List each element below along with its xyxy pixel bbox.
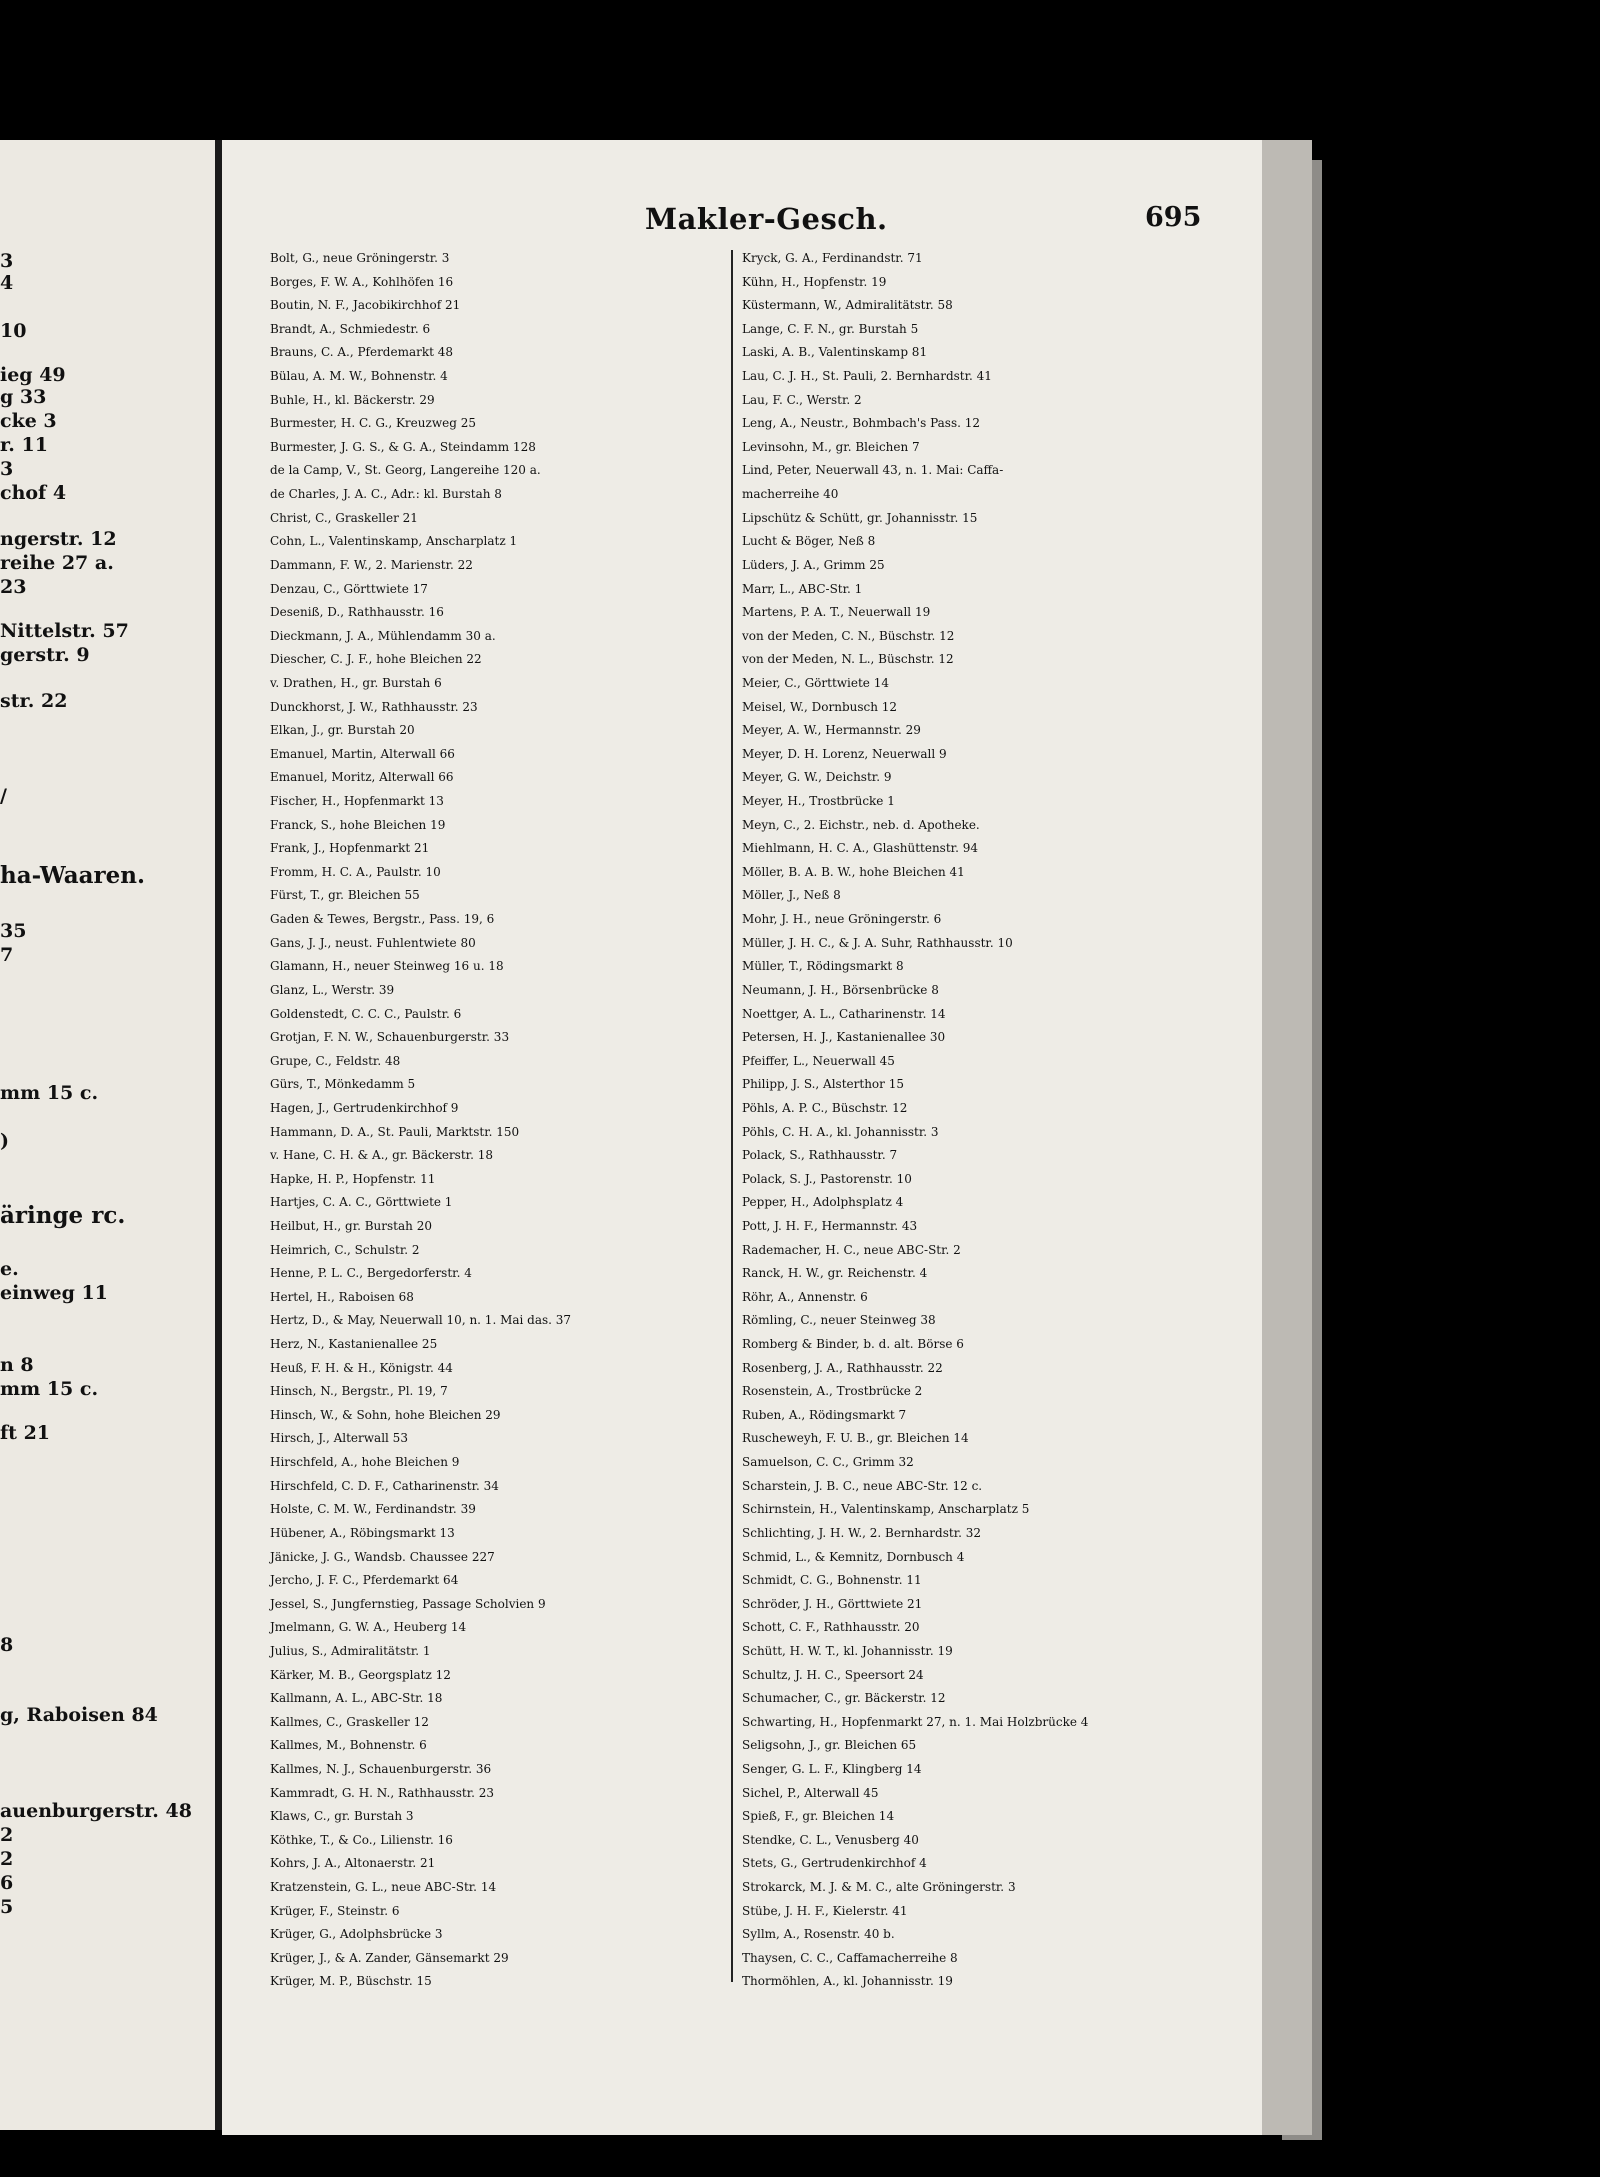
directory-entry: Dieckmann, J. A., Mühlendamm 30 a. xyxy=(270,628,496,643)
left-fragment-text: äringe rc. xyxy=(0,1202,126,1229)
left-fragment-text: 4 xyxy=(0,272,14,294)
left-fragment-text: / xyxy=(0,785,7,807)
directory-entry: Ranck, H. W., gr. Reichenstr. 4 xyxy=(742,1266,928,1281)
directory-entry: Jänicke, J. G., Wandsb. Chaussee 227 xyxy=(270,1549,495,1564)
directory-entry: Stets, G., Gertrudenkirchhof 4 xyxy=(742,1856,927,1871)
directory-entry: Diescher, C. J. F., hohe Bleichen 22 xyxy=(270,652,482,667)
left-fragment-text: r. 11 xyxy=(0,434,48,456)
directory-entry: Buhle, H., kl. Bäckerstr. 29 xyxy=(270,392,435,407)
directory-entry: Pöhls, A. P. C., Büschstr. 12 xyxy=(742,1100,908,1115)
directory-entry: Samuelson, C. C., Grimm 32 xyxy=(742,1455,914,1470)
directory-entry: Leng, A., Neustr., Bohmbach's Pass. 12 xyxy=(742,416,981,431)
left-fragment-text: 8 xyxy=(0,1634,14,1656)
directory-entry: Müller, J. H. C., & J. A. Suhr, Rathhausstr. 10 xyxy=(742,935,1013,950)
directory-entry: Hartjes, C. A. C., Görttwiete 1 xyxy=(270,1195,453,1210)
directory-entry: Brauns, C. A., Pferdemarkt 48 xyxy=(270,345,454,360)
left-fragment-text: 5 xyxy=(0,1896,14,1918)
directory-entry: Pöhls, C. H. A., kl. Johannisstr. 3 xyxy=(742,1124,939,1139)
directory-entry: Rosenberg, J. A., Rathhausstr. 22 xyxy=(742,1360,943,1375)
left-fragment-text: einweg 11 xyxy=(0,1282,108,1304)
directory-entry: Christ, C., Graskeller 21 xyxy=(270,510,418,525)
directory-entry: de Charles, J. A. C., Adr.: kl. Burstah 8 xyxy=(270,487,502,502)
directory-entry: Jessel, S., Jungfernstieg, Passage Scholvien 9 xyxy=(270,1596,546,1611)
directory-entry: Heilbut, H., gr. Burstah 20 xyxy=(270,1218,432,1233)
directory-entry: Lipschütz & Schütt, gr. Johannisstr. 15 xyxy=(742,510,978,525)
directory-entry: Kallmes, M., Bohnenstr. 6 xyxy=(270,1738,427,1753)
left-column xyxy=(270,247,730,1994)
directory-entry: Miehlmann, H. C. A., Glashüttenstr. 94 xyxy=(742,841,978,856)
directory-entry: Polack, S., Rathhausstr. 7 xyxy=(742,1148,898,1163)
directory-entry: Grotjan, F. N. W., Schauenburgerstr. 33 xyxy=(270,1030,510,1045)
directory-entry: Müller, T., Rödingsmarkt 8 xyxy=(742,959,904,974)
directory-entry: Thormöhlen, A., kl. Johannisstr. 19 xyxy=(742,1974,953,1989)
directory-entry: Cohn, L., Valentinskamp, Anscharplatz 1 xyxy=(270,534,518,549)
directory-entry: Klaws, C., gr. Burstah 3 xyxy=(270,1809,414,1824)
directory-entry: Möller, J., Neß 8 xyxy=(742,888,841,903)
left-fragment-text: auenburgerstr. 48 xyxy=(0,1800,192,1822)
directory-entry: Lind, Peter, Neuerwall 43, n. 1. Mai: Caffa- xyxy=(742,463,1004,478)
directory-entry: Rosenstein, A., Trostbrücke 2 xyxy=(742,1384,923,1399)
directory-entry: Lucht & Böger, Neß 8 xyxy=(742,534,876,549)
directory-entry: Martens, P. A. T., Neuerwall 19 xyxy=(742,605,931,620)
directory-entry: Franck, S., hohe Bleichen 19 xyxy=(270,817,446,832)
directory-entry: Burmester, H. C. G., Kreuzweg 25 xyxy=(270,416,476,431)
directory-entry: Bülau, A. M. W., Bohnenstr. 4 xyxy=(270,369,448,384)
directory-entry: Hammann, D. A., St. Pauli, Marktstr. 150 xyxy=(270,1124,520,1139)
directory-entry: Fromm, H. C. A., Paulstr. 10 xyxy=(270,864,441,879)
directory-entry: Stübe, J. H. F., Kielerstr. 41 xyxy=(742,1903,908,1918)
directory-entry: Bolt, G., neue Gröningerstr. 3 xyxy=(270,251,450,265)
directory-entry: Kammradt, G. H. N., Rathhausstr. 23 xyxy=(270,1785,495,1800)
directory-entry: Spieß, F., gr. Bleichen 14 xyxy=(742,1809,895,1824)
directory-entry: Scharstein, J. B. C., neue ABC-Str. 12 c. xyxy=(742,1478,983,1493)
left-fragment-text: cke 3 xyxy=(0,410,57,432)
directory-entry: Möller, B. A. B. W., hohe Bleichen 41 xyxy=(742,864,965,879)
directory-entry: Hapke, H. P., Hopfenstr. 11 xyxy=(270,1171,436,1186)
directory-entry: von der Meden, C. N., Büschstr. 12 xyxy=(742,628,955,643)
left-fragment-text: ieg 49 xyxy=(0,364,66,386)
directory-entry: Rademacher, H. C., neue ABC-Str. 2 xyxy=(742,1242,961,1257)
directory-entry: Holste, C. M. W., Ferdinandstr. 39 xyxy=(270,1502,476,1517)
left-fragment-text: 10 xyxy=(0,320,27,342)
left-fragment-text: 3 xyxy=(0,458,14,480)
directory-entry: Schlichting, J. H. W., 2. Bernhardstr. 32 xyxy=(742,1525,982,1540)
left-fragment-text: str. 22 xyxy=(0,690,68,712)
left-fragment-text: reihe 27 a. xyxy=(0,552,114,574)
directory-entry: Meyer, D. H. Lorenz, Neuerwall 9 xyxy=(742,746,947,761)
left-fragment-text: 3 xyxy=(0,250,14,272)
directory-entry: Emanuel, Martin, Alterwall 66 xyxy=(270,746,455,761)
right-column xyxy=(730,247,1250,1994)
directory-entry: Krüger, G., Adolphsbrücke 3 xyxy=(270,1927,443,1942)
directory-entry: Krüger, M. P., Büschstr. 15 xyxy=(270,1974,432,1989)
left-fragment-text: mm 15 c. xyxy=(0,1378,99,1400)
page-number: 695 xyxy=(1145,202,1202,233)
directory-entry: Köthke, T., & Co., Lilienstr. 16 xyxy=(270,1832,453,1847)
left-fragment-text: ngerstr. 12 xyxy=(0,528,117,550)
left-page-fragment xyxy=(0,140,215,2130)
directory-entry: Lange, C. F. N., gr. Burstah 5 xyxy=(742,321,919,336)
left-fragment-text: gerstr. 9 xyxy=(0,644,90,666)
directory-entry: Pepper, H., Adolphsplatz 4 xyxy=(742,1195,904,1210)
directory-entry: Dunckhorst, J. W., Rathhausstr. 23 xyxy=(270,699,478,714)
directory-entry: Hirschfeld, C. D. F., Catharinenstr. 34 xyxy=(270,1478,499,1493)
page-title: Makler-Gesch. xyxy=(645,202,888,236)
directory-entry: Heuß, F. H. & H., Königstr. 44 xyxy=(270,1360,453,1375)
directory-entry: Glamann, H., neuer Steinweg 16 u. 18 xyxy=(270,959,504,974)
directory-entry: Glanz, L., Werstr. 39 xyxy=(270,982,395,997)
left-fragment-text: mm 15 c. xyxy=(0,1082,99,1104)
directory-entry: Kallmes, N. J., Schauenburgerstr. 36 xyxy=(270,1762,492,1776)
directory-entry: Hertz, D., & May, Neuerwall 10, n. 1. Mai das. 37 xyxy=(270,1313,572,1328)
left-fragment-text: ha-Waaren. xyxy=(0,862,146,889)
directory-entry: de la Camp, V., St. Georg, Langereihe 120 a. xyxy=(270,463,541,478)
directory-entry: Kohrs, J. A., Altonaerstr. 21 xyxy=(270,1856,436,1871)
directory-entry: Hirschfeld, A., hohe Bleichen 9 xyxy=(270,1455,460,1470)
left-fragment-text: g, Raboisen 84 xyxy=(0,1704,158,1726)
directory-entry: Philipp, J. S., Alsterthor 15 xyxy=(742,1077,904,1092)
directory-entry: Jmelmann, G. W. A., Heuberg 14 xyxy=(270,1620,467,1635)
directory-entry: Ruben, A., Rödingsmarkt 7 xyxy=(742,1407,907,1422)
directory-entry: Kallmann, A. L., ABC-Str. 18 xyxy=(270,1691,443,1706)
directory-entry: Hübener, A., Röbingsmarkt 13 xyxy=(270,1525,455,1540)
directory-entry: Kärker, M. B., Georgsplatz 12 xyxy=(270,1667,451,1682)
left-fragment-text: 23 xyxy=(0,576,27,598)
left-fragment-text: e. xyxy=(0,1258,19,1280)
directory-entry: Dammann, F. W., 2. Marienstr. 22 xyxy=(270,557,473,572)
directory-entry: Schütt, H. W. T., kl. Johannisstr. 19 xyxy=(742,1643,953,1658)
directory-entry: Schmidt, C. G., Bohnenstr. 11 xyxy=(742,1573,922,1588)
directory-entry: Brandt, A., Schmiedestr. 6 xyxy=(270,321,431,336)
directory-entry: Hinsch, N., Bergstr., Pl. 19, 7 xyxy=(270,1384,448,1399)
left-fragment-text: 7 xyxy=(0,944,14,966)
left-fragment-text: ft 21 xyxy=(0,1422,51,1444)
directory-entry: Ruscheweyh, F. U. B., gr. Bleichen 14 xyxy=(742,1431,969,1446)
left-fragment-text: chof 4 xyxy=(0,482,67,504)
directory-entry: Fürst, T., gr. Bleichen 55 xyxy=(270,888,420,903)
directory-entry: Schott, C. F., Rathhausstr. 20 xyxy=(742,1620,920,1635)
directory-entry: Krüger, F., Steinstr. 6 xyxy=(270,1903,400,1918)
directory-entry: Thaysen, C. C., Caffamacherreihe 8 xyxy=(742,1950,958,1965)
directory-entry: Neumann, J. H., Börsenbrücke 8 xyxy=(742,982,939,997)
directory-entry: Burmester, J. G. S., & G. A., Steindamm 128 xyxy=(270,439,536,454)
directory-entry: von der Meden, N. L., Büschstr. 12 xyxy=(742,652,954,667)
left-fragment-text: 6 xyxy=(0,1872,14,1894)
directory-entry: Lau, F. C., Werstr. 2 xyxy=(742,392,862,407)
directory-entry: Grupe, C., Feldstr. 48 xyxy=(270,1053,401,1068)
directory-entry: Seligsohn, J., gr. Bleichen 65 xyxy=(742,1738,917,1753)
directory-entry: Petersen, H. J., Kastanienallee 30 xyxy=(742,1030,946,1045)
directory-entry: Schultz, J. H. C., Speersort 24 xyxy=(742,1667,924,1682)
directory-entry: Frank, J., Hopfenmarkt 21 xyxy=(270,841,430,856)
directory-entry: Schumacher, C., gr. Bäckerstr. 12 xyxy=(742,1691,946,1706)
directory-entry: Kühn, H., Hopfenstr. 19 xyxy=(742,274,887,289)
directory-entry: v. Hane, C. H. & A., gr. Bäckerstr. 18 xyxy=(270,1148,493,1163)
left-fragment-text: ) xyxy=(0,1130,9,1152)
directory-entry: Kallmes, C., Graskeller 12 xyxy=(270,1714,429,1729)
directory-entry: Meyn, C., 2. Eichstr., neb. d. Apotheke. xyxy=(742,817,980,832)
directory-entry: Julius, S., Admiralitätstr. 1 xyxy=(270,1643,431,1658)
directory-entry: Gürs, T., Mönkedamm 5 xyxy=(270,1077,416,1092)
directory-entry: Levinsohn, M., gr. Bleichen 7 xyxy=(742,439,920,454)
directory-entry: Pfeiffer, L., Neuerwall 45 xyxy=(742,1053,895,1068)
directory-entry: Denzau, C., Görttwiete 17 xyxy=(270,581,428,596)
directory-entry: Strokarck, M. J. & M. C., alte Gröningerstr. 3 xyxy=(742,1880,1016,1895)
directory-entry: Schröder, J. H., Görttwiete 21 xyxy=(742,1596,923,1611)
directory-entry: Boutin, N. F., Jacobikirchhof 21 xyxy=(270,298,461,313)
directory-entry: Laski, A. B., Valentinskamp 81 xyxy=(742,345,928,360)
directory-entry: Kratzenstein, G. L., neue ABC-Str. 14 xyxy=(270,1880,497,1895)
left-fragment-text: 35 xyxy=(0,920,27,942)
directory-entry: Hinsch, W., & Sohn, hohe Bleichen 29 xyxy=(270,1407,501,1422)
directory-entry: Elkan, J., gr. Burstah 20 xyxy=(270,723,415,738)
directory-entry: Sichel, P., Alterwall 45 xyxy=(742,1785,879,1800)
directory-entry: macherreihe 40 xyxy=(742,487,839,502)
directory-entry: Romberg & Binder, b. d. alt. Börse 6 xyxy=(742,1337,964,1352)
directory-entry: Lau, C. J. H., St. Pauli, 2. Bernhardstr. 41 xyxy=(742,369,992,384)
directory-entry: Meisel, W., Dornbusch 12 xyxy=(742,699,898,714)
directory-entry: Römling, C., neuer Steinweg 38 xyxy=(742,1313,936,1328)
directory-entry: Mohr, J. H., neue Gröningerstr. 6 xyxy=(742,912,942,927)
directory-entry: Henne, P. L. C., Bergedorferstr. 4 xyxy=(270,1266,472,1281)
directory-entry: Meyer, A. W., Hermannstr. 29 xyxy=(742,723,921,738)
directory-entry: Herz, N., Kastanienallee 25 xyxy=(270,1337,438,1352)
left-fragment-text: 2 xyxy=(0,1824,14,1846)
directory-entry: Krüger, J., & A. Zander, Gänsemarkt 29 xyxy=(270,1950,509,1965)
directory-entry: Borges, F. W. A., Kohlhöfen 16 xyxy=(270,274,454,289)
directory-entry: Hirsch, J., Alterwall 53 xyxy=(270,1431,408,1446)
directory-entry: Marr, L., ABC-Str. 1 xyxy=(742,581,863,596)
page-edge xyxy=(1262,140,1312,2135)
directory-entry: Noettger, A. L., Catharinenstr. 14 xyxy=(742,1006,946,1021)
directory-entry: Deseniß, D., Rathhausstr. 16 xyxy=(270,605,444,620)
directory-entry: Meier, C., Görttwiete 14 xyxy=(742,675,889,690)
left-fragment-text: 2 xyxy=(0,1848,14,1870)
directory-entry: Meyer, G. W., Deichstr. 9 xyxy=(742,770,892,785)
directory-entry: Meyer, H., Trostbrücke 1 xyxy=(742,794,895,809)
directory-entry: Röhr, A., Annenstr. 6 xyxy=(742,1289,868,1304)
directory-entry: Schwarting, H., Hopfenmarkt 27, n. 1. Mai Holzbrücke 4 xyxy=(742,1714,1089,1729)
directory-entry: Gans, J. J., neust. Fuhlentwiete 80 xyxy=(270,935,476,950)
directory-entry: Jercho, J. F. C., Pferdemarkt 64 xyxy=(270,1573,459,1588)
directory-entry: Schirnstein, H., Valentinskamp, Anscharplatz 5 xyxy=(742,1502,1030,1517)
left-fragment-text: Nittelstr. 57 xyxy=(0,620,129,642)
directory-entry: Goldenstedt, C. C. C., Paulstr. 6 xyxy=(270,1006,462,1021)
directory-entry: Pott, J. H. F., Hermannstr. 43 xyxy=(742,1218,918,1233)
left-fragment-text: n 8 xyxy=(0,1354,34,1376)
left-fragment-text: g 33 xyxy=(0,386,47,408)
directory-entry: Heimrich, C., Schulstr. 2 xyxy=(270,1242,420,1257)
directory-entry: Senger, G. L. F., Klingberg 14 xyxy=(742,1762,922,1776)
directory-entry: Kryck, G. A., Ferdinandstr. 71 xyxy=(742,251,923,265)
directory-entry: Hagen, J., Gertrudenkirchhof 9 xyxy=(270,1100,459,1115)
directory-entry: Stendke, C. L., Venusberg 40 xyxy=(742,1832,919,1847)
directory-entry: Emanuel, Moritz, Alterwall 66 xyxy=(270,770,454,785)
directory-entry: Küstermann, W., Admiralitätstr. 58 xyxy=(742,298,953,313)
directory-entry: Syllm, A., Rosenstr. 40 b. xyxy=(742,1927,895,1942)
directory-entry: Lüders, J. A., Grimm 25 xyxy=(742,557,885,572)
directory-entry: Hertel, H., Raboisen 68 xyxy=(270,1289,414,1304)
directory-entry: Polack, S. J., Pastorenstr. 10 xyxy=(742,1171,912,1186)
directory-entry: Gaden & Tewes, Bergstr., Pass. 19, 6 xyxy=(270,912,495,927)
directory-entry: Schmid, L., & Kemnitz, Dornbusch 4 xyxy=(742,1549,965,1564)
directory-entry: v. Drathen, H., gr. Burstah 6 xyxy=(270,675,442,690)
directory-entry: Fischer, H., Hopfenmarkt 13 xyxy=(270,794,444,809)
